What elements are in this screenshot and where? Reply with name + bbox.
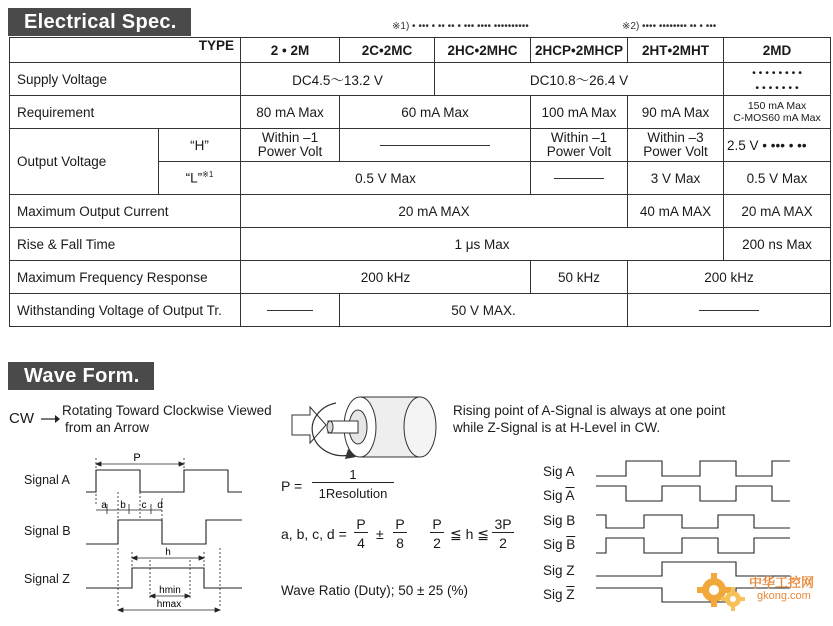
timing-label-d: d [157, 500, 163, 511]
rise-fall-label: Rise & Fall Time [10, 228, 241, 261]
p-formula-label: P = [281, 478, 303, 494]
requirement-value-5a: 150 mA Max [747, 100, 807, 112]
withstanding-value-3 [628, 294, 831, 327]
wave-ratio-text: Wave Ratio (Duty); 50 ± 25 (%) [281, 583, 468, 598]
requirement-value-4: 90 mA Max [628, 96, 724, 129]
supply-voltage-value-2: DC10.8～26.4 V [435, 63, 724, 96]
rising-text-1: Rising point of A-Signal is always at one point [453, 403, 726, 418]
type-col-4: 2HCP•2MHCP [531, 38, 628, 63]
dash [380, 145, 490, 146]
max-output-current-value-1: 20 mA MAX [241, 195, 628, 228]
dash [267, 310, 313, 311]
sig-b-wave [596, 515, 790, 528]
cw-arrow-icon [40, 412, 60, 426]
output-l-value-3: 3 V Max [628, 162, 724, 195]
rise-fall-value-2: 200 ns Max [724, 228, 831, 261]
frac-3-denominator: 2 [433, 535, 441, 551]
requirement-value-5 [724, 96, 831, 129]
requirement-value-2: 60 mA Max [340, 96, 531, 129]
dash [699, 310, 759, 311]
type-col-3: 2HC•2MHC [435, 38, 531, 63]
h-inequality: ≦ h ≦ [450, 526, 490, 542]
frac-2-denominator: 8 [396, 535, 404, 551]
max-frequency-label: Maximum Frequency Response [10, 261, 241, 294]
max-frequency-value-1: 200 kHz [241, 261, 531, 294]
max-output-current-label: Maximum Output Current [10, 195, 241, 228]
signal-z-label: Signal Z [24, 572, 70, 586]
note-1-marker: ※1) • ••• • •• •• • ••• •••• •••••••••• [392, 21, 529, 32]
timing-label-hmin: hmin [159, 585, 181, 596]
rising-text-2: while Z-Signal is at H-Level in CW. [453, 420, 661, 435]
type-header: TYPE [10, 38, 241, 63]
timing-label-h: h [165, 547, 171, 558]
max-frequency-value-2: 50 kHz [531, 261, 628, 294]
withstanding-voltage-label: Withstanding Voltage of Output Tr. [10, 294, 241, 327]
output-h-value-4: Within –3 Power Volt [628, 129, 724, 162]
frac-1-numerator: P [354, 516, 368, 533]
frac-2-numerator: P [393, 516, 407, 533]
small-gear-logo-icon [721, 587, 745, 611]
p-formula-denominator: 1Resolution [318, 486, 388, 501]
output-l-value-1: 0.5 V Max [241, 162, 531, 195]
sig-b-label: Sig B [543, 513, 576, 528]
sig-a-wave [596, 461, 790, 476]
supply-voltage-value-1: DC4.5～13.2 V [241, 63, 435, 96]
watermark-cn: 中华工控网 [749, 575, 815, 590]
sig-b-bar-wave [596, 538, 790, 553]
cw-text-2: from an Arrow [65, 420, 150, 435]
sig-a-label: Sig A [543, 464, 575, 479]
frac-3-numerator: P [430, 516, 444, 533]
output-l-label: “L”$^{※1}$ [159, 162, 241, 195]
encoder-illustration-icon [290, 385, 450, 465]
plus-minus: ± [376, 526, 384, 542]
signal-a-wave [86, 470, 242, 492]
timing-label-b: b [120, 500, 126, 511]
abcd-formula-label: a, b, c, d = [281, 526, 347, 542]
sig-b-bar-label: Sig $\overline{B}$ [543, 537, 576, 552]
output-voltage-label: Output Voltage [10, 129, 159, 195]
frac-4-denominator: 2 [499, 535, 507, 551]
cw-label: CW [9, 410, 34, 427]
supply-voltage-value-3: • • • • • • • • • • • • • • • [724, 63, 831, 96]
type-col-1: 2 • 2M [241, 38, 340, 63]
withstanding-value-2: 50 V MAX. [340, 294, 628, 327]
watermark-url: gkong.com [757, 590, 811, 602]
output-h-value-1: Within –1 Power Volt [241, 129, 340, 162]
output-l-value-2 [531, 162, 628, 195]
withstanding-value-1 [241, 294, 340, 327]
sig-z-label: Sig Z [543, 563, 575, 578]
timing-label-c: c [141, 500, 147, 511]
frac-4-numerator: 3P [492, 516, 514, 533]
max-frequency-value-3: 200 kHz [628, 261, 831, 294]
supply-voltage-label: Supply Voltage [10, 63, 241, 96]
signal-b-label: Signal B [24, 524, 71, 538]
p-formula-numerator: 1 [312, 467, 394, 483]
signal-b-wave [86, 520, 242, 544]
wave-form-header: Wave Form. [8, 362, 154, 390]
sig-a-bar-wave [596, 486, 790, 501]
timing-label-a: a [101, 500, 107, 511]
max-output-current-value-3: 20 mA MAX [724, 195, 831, 228]
output-l-value-4: 0.5 V Max [724, 162, 831, 195]
dash [554, 178, 604, 179]
requirement-label: Requirement [10, 96, 241, 129]
timing-label-hmax: hmax [156, 599, 182, 610]
watermark [693, 567, 823, 615]
requirement-value-5b: C-MOS60 mA Max [733, 112, 821, 124]
cw-text-1: Rotating Toward Clockwise Viewed [62, 403, 272, 418]
electrical-spec-table [9, 37, 831, 327]
output-h-value-5: 2.5 V • ••• • •• [724, 129, 831, 162]
sig-a-bar-label: Sig $\overline{A}$ [543, 488, 575, 503]
sig-z-bar-label: Sig $\overline{Z}$ [543, 587, 575, 602]
requirement-value-3: 100 mA Max [531, 96, 628, 129]
type-col-2: 2C•2MC [340, 38, 435, 63]
type-col-5: 2HT•2MHT [628, 38, 724, 63]
output-h-value-2 [340, 129, 531, 162]
timing-diagram [80, 448, 252, 618]
signal-a-label: Signal A [24, 473, 70, 487]
type-col-6: 2MD [724, 38, 831, 63]
requirement-value-1: 80 mA Max [241, 96, 340, 129]
output-h-label: “H” [159, 129, 241, 162]
rise-fall-value-1: 1 μs Max [241, 228, 724, 261]
electrical-spec-header: Electrical Spec. [8, 8, 191, 36]
timing-label-p: P [133, 452, 141, 464]
frac-1-denominator: 4 [357, 535, 365, 551]
max-output-current-value-2: 40 mA MAX [628, 195, 724, 228]
note-2-marker: ※2) •••• •••••••• •• • ••• [622, 21, 717, 32]
output-h-value-3: Within –1 Power Volt [531, 129, 628, 162]
